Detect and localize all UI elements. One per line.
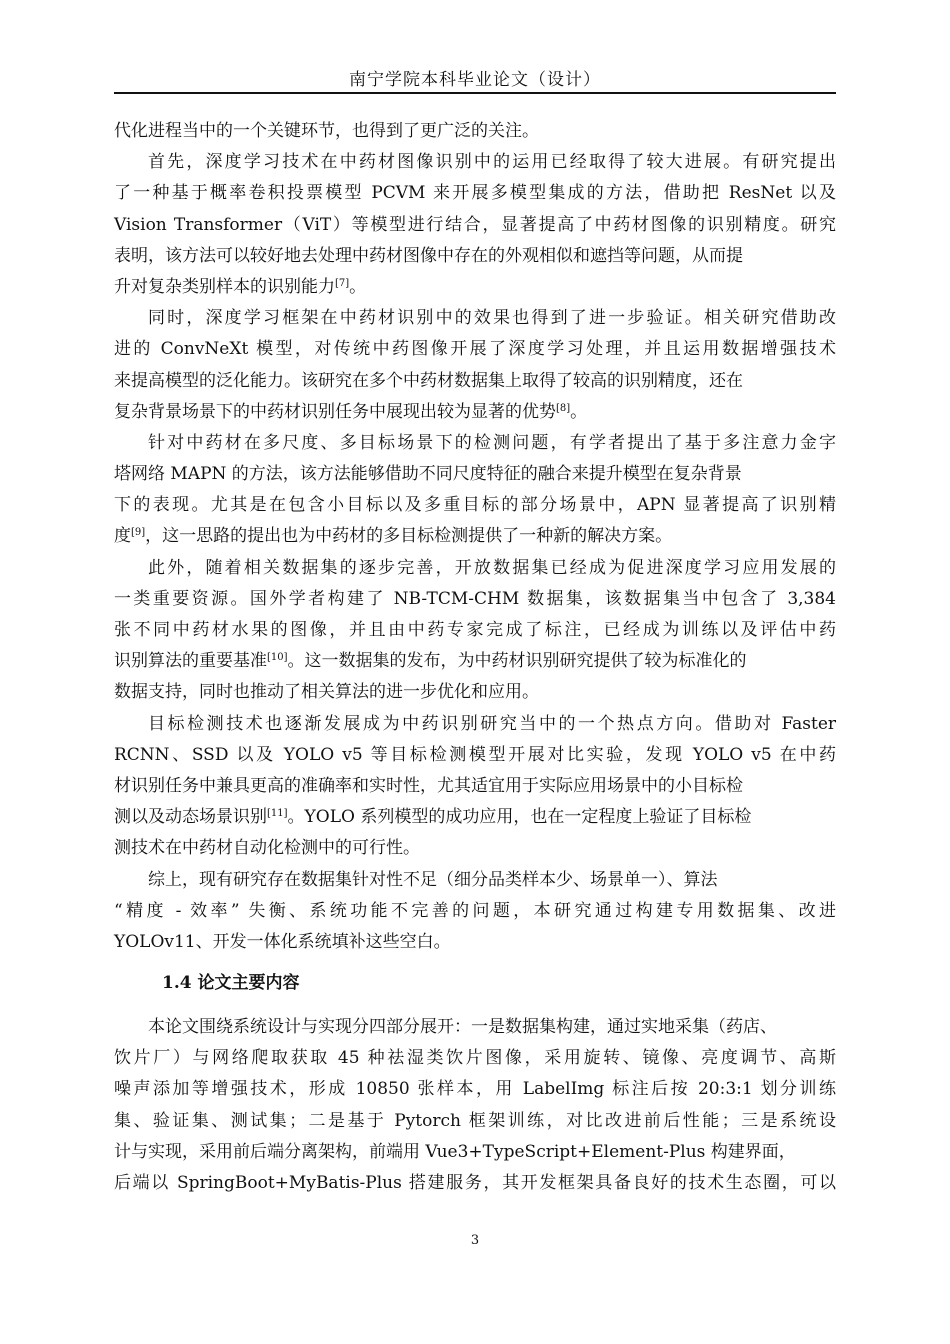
paragraph-line: 下的表现。尤其是在包含小目标以及多重目标的部分场景中，APN 显著提高了识别精 xyxy=(114,495,836,516)
paragraph-line: 数据支持，同时也推动了相关算法的进一步优化和应用。 xyxy=(114,682,539,703)
paragraph-line: 集、验证集、测试集；二是基于 Pytorch 框架训练，对比改进前后性能；三是系统设 xyxy=(114,1110,836,1131)
paragraph-line: 测技术在中药材自动化检测中的可行性。 xyxy=(114,838,420,859)
citation-ref: [11] xyxy=(267,808,288,820)
paragraph-line: 综上，现有研究存在数据集针对性不足（细分品类样本少、场景单一）、算法 xyxy=(148,869,718,890)
citation-ref: [10] xyxy=(267,652,288,664)
paragraph-line: 表明，该方法可以较好地去处理中药材图像中存在的外观相似和遮挡等问题，从而提 xyxy=(114,245,743,266)
paragraph-line: 一类重要资源。国外学者构建了 NB-TCM-CHM 数据集，该数据集当中包含了 3,384 xyxy=(114,588,836,609)
line-text: 复杂背景场景下的中药材识别任务中展现出较为显著的优势 xyxy=(114,401,556,422)
paragraph-line: 噪声添加等增强技术，形成 10850 张样本，用 LabelImg 标注后按 20:3:1 划分训练 xyxy=(114,1079,836,1100)
citation-ref: [8] xyxy=(556,402,571,414)
page-number: 3 xyxy=(470,1233,480,1248)
paragraph-line: Vision Transformer（ViT）等模型进行结合，显著提高了中药材图像的识别精度。研究 xyxy=(114,214,836,235)
paragraph-line: 针对中药材在多尺度、多目标场景下的检测问题，有学者提出了基于多注意力金字 xyxy=(148,432,836,453)
paragraph-line: 后端以 SpringBoot+MyBatis-Plus 搭建服务，其开发框架具备良好的技术生态圈，可以 xyxy=(114,1173,836,1193)
citation-ref: [9] xyxy=(131,527,146,539)
paragraph-line: 代化进程当中的一个关键环节，也得到了更广泛的关注。 xyxy=(114,121,539,141)
paragraph-line: 目标检测技术也逐渐发展成为中药识别研究当中的一个热点方向。借助对 Faster xyxy=(148,713,836,734)
paragraph-line: 计与实现，采用前后端分离架构，前端用 Vue3+TypeScript+Element-Plus 构建界面， xyxy=(114,1141,796,1162)
document-body xyxy=(114,116,836,1199)
section-heading: 1.4 论文主要内容 xyxy=(162,973,300,994)
paragraph-line: RCNN、SSD 以及 YOLO v5 等目标检测模型开展对比实验，发现 YOLO v5 在中药 xyxy=(114,744,836,765)
paragraph-line: 了一种基于概率卷积投票模型 PCVM 来开展多模型集成的方法，借助把 ResNet 以及 xyxy=(114,183,836,204)
paragraph-line xyxy=(114,521,836,552)
line-text: 度 xyxy=(114,526,131,547)
paragraph-line: 此外，随着相关数据集的逐步完善，开放数据集已经成为促进深度学习应用发展的 xyxy=(148,557,836,578)
line-text: 。这一数据集的发布，为中药材识别研究提供了较为标准化的 xyxy=(287,651,747,672)
paragraph-line: 材识别任务中兼具更高的准确率和实时性，尤其适宜用于实际应用场景中的小目标检 xyxy=(114,775,743,796)
citation-ref: [7] xyxy=(335,277,350,289)
line-text: 。 xyxy=(349,276,367,297)
paragraph-line: 饮片厂）与网络爬取获取 45 种祛湿类饮片图像，采用旋转、镜像、亮度调节、高斯 xyxy=(114,1048,836,1069)
line-text: ，这一思路的提出也为中药材的多目标检测提供了一种新的解决方案。 xyxy=(145,526,673,547)
line-text: 。 xyxy=(570,401,588,422)
paragraph-line: 来提高模型的泛化能力。该研究在多个中药材数据集上取得了较高的识别精度，还在 xyxy=(114,370,743,391)
paragraph-line: 塔网络 MAPN 的方法，该方法能够借助不同尺度特征的融合来提升模型在复杂背景 xyxy=(114,464,742,485)
header-divider xyxy=(114,92,836,94)
paragraph-line: “精度 - 效率” 失衡、系统功能不完善的问题，本研究通过构建专用数据集、改进 xyxy=(114,900,836,921)
line-text: 测以及动态场景识别 xyxy=(114,807,267,828)
line-text: 识别算法的重要基准 xyxy=(114,651,267,672)
paragraph-line: 本论文围绕系统设计与实现分四部分展开：一是数据集构建，通过实地采集（药店、 xyxy=(148,1017,777,1038)
line-text: 升对复杂类别样本的识别能力 xyxy=(114,276,335,297)
paragraph-line: 同时，深度学习框架在中药材识别中的效果也得到了进一步验证。相关研究借助改 xyxy=(148,308,836,329)
paragraph-line xyxy=(114,272,836,303)
line-text: 。YOLO 系列模型的成功应用，也在一定程度上验证了目标检 xyxy=(287,807,752,828)
paragraph-line xyxy=(114,646,836,677)
paragraph-line: YOLOv11、开发一体化系统填补这些空白。 xyxy=(114,931,451,952)
paragraph-line: 首先，深度学习技术在中药材图像识别中的运用已经取得了较大进展。有研究提出 xyxy=(148,152,836,173)
paragraph-line: 张不同中药材水果的图像，并且由中药专家完成了标注，已经成为训练以及评估中药 xyxy=(114,620,836,640)
paragraph-line xyxy=(114,397,836,428)
paragraph-line xyxy=(114,802,836,833)
paragraph-line: 进的 ConvNeXt 模型，对传统中药图像开展了深度学习处理，并且运用数据增强技术 xyxy=(114,339,836,360)
page-header-title: 南宁学院本科毕业论文（设计） xyxy=(349,70,601,90)
